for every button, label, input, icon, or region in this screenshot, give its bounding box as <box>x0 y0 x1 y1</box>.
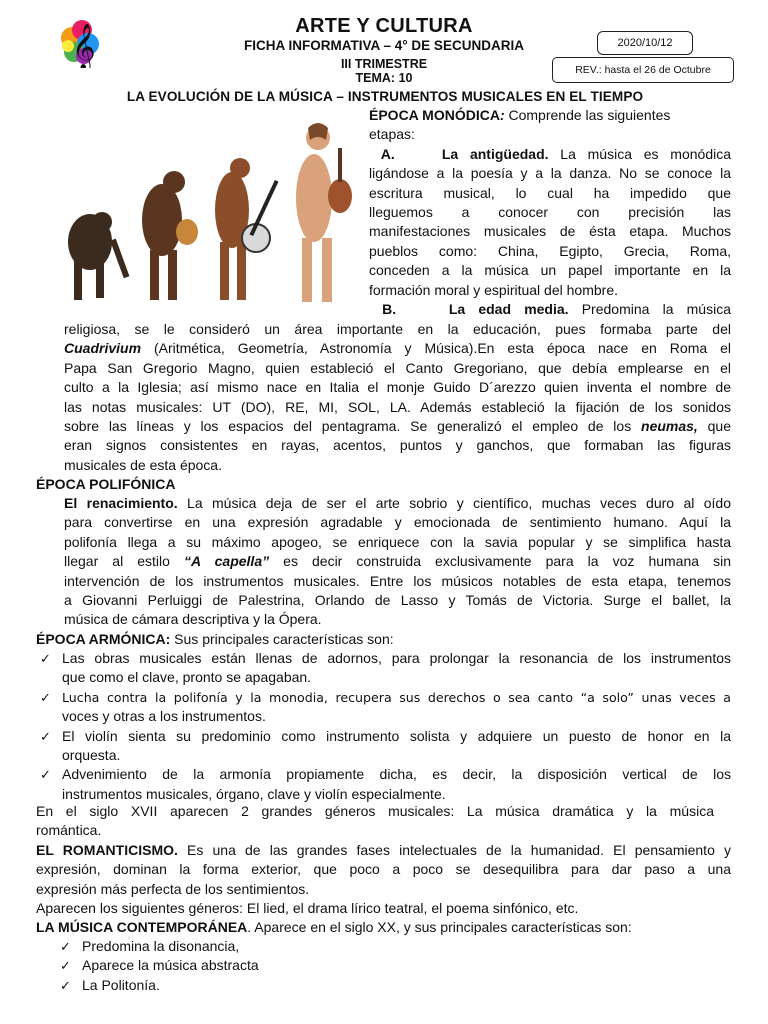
trimester-info <box>200 57 568 85</box>
revision-box: REV.: hasta el 26 de Octubre <box>552 57 734 83</box>
romanticismo-section: EL ROMANTICISMO. Es una de las grandes fases intelectuales de la humanidad. El pensamiento y expresión, dominan la forma exterior, que poco a poco se desequilibra para dar paso a una expresión más perfecta de los sentimientos. Aparecen los siguientes géneros: El lied, el drama lírico teatral, el poema sinfónico, etc. <box>36 842 731 917</box>
armonica-heading: ÉPOCA ARMÓNICA: Sus principales características son: <box>36 631 394 647</box>
contemporanea-list <box>60 937 460 995</box>
page-subtitle: FICHA INFORMATIVA – 4° DE SECUNDARIA <box>244 38 524 53</box>
contemporanea-heading: LA MÚSICA CONTEMPORÁNEA. Aparece en el siglo XX, y sus principales características son: <box>36 919 632 935</box>
romanticismo-heading: EL ROMANTICISMO. <box>36 842 178 858</box>
page-title: ARTE Y CULTURA <box>295 15 473 37</box>
cuadrivium-term: Cuadrivium <box>64 340 142 357</box>
checkmark-icon: ✓ <box>40 767 51 783</box>
checkmark-icon: ✓ <box>60 977 71 993</box>
trimester-label: III TRIMESTRE <box>340 57 428 71</box>
neumas-term: neumas, <box>641 418 698 435</box>
siglo-xvii-paragraph: En el siglo XVII aparecen 2 grandes géneros musicales: La música dramática y la música romántica. <box>36 803 714 839</box>
monodica-section: ÉPOCA MONÓDICA: Comprende las siguientes etapas: A. La antigüedad. La música es monódica ligándose a la poesía y a la danza. No se conoce la escritura musical, lo cual ha impedido que lleguemos a conocer con precisión las manifestaciones musicales de ésta etapa. Muchos pueblos como: China, Egipto, Grecia, Roma, conceden a la música un papel importante en la formación moral y espiritual del hombre. B. La edad media. Predomina la música <box>369 106 731 319</box>
music-logo-icon <box>58 16 102 68</box>
list-item: ✓ Las obras musicales están llenas de adornos, para prolongar la resonancia de los instrumentos que como el clave, pronto se apagaban. <box>40 649 731 688</box>
checkmark-icon: ✓ <box>40 689 51 705</box>
checkmark-icon: ✓ <box>60 958 71 974</box>
list-item: ✓ Aparece la música abstracta <box>60 956 460 975</box>
list-item: ✓ Predomina la disonancia, <box>60 937 460 956</box>
a-capella-term: “A capella” <box>183 553 270 570</box>
checkmark-icon: ✓ <box>60 939 71 954</box>
polifonica-heading: ÉPOCA POLIFÓNICA <box>36 476 176 492</box>
monodica-heading: ÉPOCA MONÓDICA <box>369 107 500 123</box>
list-item: ✓ La Politonía. <box>60 976 460 995</box>
monodica-intro: ÉPOCA MONÓDICA: Comprende las siguientes <box>369 107 671 123</box>
section-headline: LA EVOLUCIÓN DE LA MÚSICA – INSTRUMENTOS MUSICALES EN EL TIEMPO <box>126 89 644 104</box>
armonica-list <box>40 649 731 804</box>
topic-label: TEMA: 10 <box>355 71 413 85</box>
edad-media-body: religiosa, se le consideró un área importante en la educación, pues formaba parte del Cuadrivium (Aritmética, Geometría, Astronomía y Música).En esta época nace en Roma el Papa San Gregorio Magno, quien estableció el Canto Gregoriano, que debía emplearse en el culto a la Iglesia; así mismo nace en Italia el monje Guido D´arezzo quien inventa el nombre de las notas musicales: UT (DO), RE, MI, SOL, LA. Además estableció la fijación de los sonidos sobre las líneas y los espacios del pentagrama. Se generalizó el empleo de los neumas, que eran signos consistentes en rayas, acentos, puntos y ganchos, que formaban las figuras musicales de esta época. <box>64 321 731 473</box>
antiguedad-line-1: A. La antigüedad. La música es monódica <box>380 145 732 162</box>
list-item: ✓ Lucha contra la polifonía y la monodia, recupera sus derechos o sea canto “a solo” unas veces a voces y otras a los instrumentos. <box>40 688 731 727</box>
checkmark-icon: ✓ <box>40 651 51 666</box>
date-box: 2020/10/12 <box>597 31 693 55</box>
list-item: ✓ Advenimiento de la armonía propiamente dicha, es decir, la disposición vertical de los instrumentos musicales, órgano, clave y violín especialmente. <box>40 765 731 804</box>
checkmark-icon: ✓ <box>40 728 51 744</box>
polifonica-body: El renacimiento. La música deja de ser el arte sobrio y científico, muchas veces duro al oído para convertirse en una expresión agradable y emocionada de sentimiento humano. Aquí la polifonía llega a su máximo apogeo, se enriquece con la savia popular y se simplifica hasta llegar al estilo “A capella” es decir construida exclusivamente para la voz humana sin intervención de los instrumentos musicales. Entre los músicos notables de esta etapa, tenemos a Giovanni Perluiggi de Palestrina, Orlando de Lasso y Tomás de Victoria. Surge el ballet, la música de cámara descriptiva y la Ópera. <box>64 495 731 628</box>
edad-media-line-1: B. La edad media. Predomina la música <box>382 301 731 318</box>
svg-text:𝄞: 𝄞 <box>72 24 96 68</box>
list-item: ✓ El violín sienta su predominio como instrumento solista y adquiere un puesto de honor en la orquesta. <box>40 727 731 766</box>
evolution-illustration <box>52 110 362 310</box>
